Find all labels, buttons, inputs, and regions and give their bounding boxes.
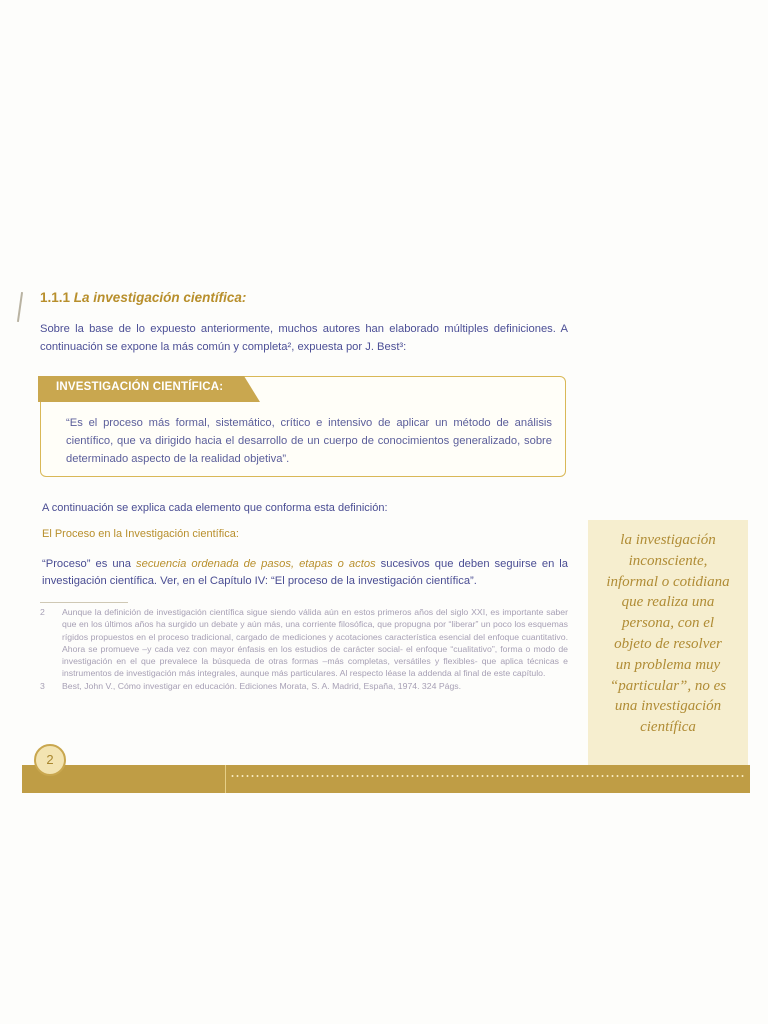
definition-box-title: INVESTIGACIÓN CIENTÍFICA: bbox=[56, 381, 224, 393]
footnote-text: Aunque la definición de investigación científica sigue siendo válida aún en estos primeros años del siglo XXI, es importante saber que en los últimos años ha surgido un debate y aún más, una corriente filosófica, que propugna por “liberar” un poco los esquemas rígidos propuestos en el proceso tradicional, cargado de mediciones y acotaciones característica esencial del enfoque cuantitativo. Ahora se promueve –y cada vez con mayor énfasis en los estudios de carácter social- el enfoque “cualitativo”, forma o modo de investigación en el que prevalece la búsqueda de otras formas –más completas, versátiles y flexibles- que aplica técnicas e instrumentos de investigación más integrales, aunque más particulares. Al respecto léase la addenda al final de este capítulo. bbox=[62, 607, 568, 679]
sidebar-line: “particular”, no es bbox=[609, 677, 727, 694]
footer-divider bbox=[225, 765, 226, 793]
sidebar-quote bbox=[588, 530, 748, 738]
page-number: 2 bbox=[46, 752, 54, 767]
footnote-number: 3 bbox=[40, 680, 45, 691]
section-number: 1.1.1 bbox=[40, 290, 71, 305]
footnote-item bbox=[40, 606, 568, 680]
sidebar-line: la investigación bbox=[620, 532, 716, 548]
footnotes bbox=[40, 606, 568, 692]
section-title-text: La investigación científica: bbox=[73, 290, 247, 305]
sidebar-line: una investigación bbox=[614, 698, 722, 715]
proceso-highlight: secuencia ordenada de pasos, etapas o actos bbox=[136, 558, 376, 570]
sidebar-line: que realiza una bbox=[621, 594, 715, 611]
sidebar-line: objeto de resolver bbox=[614, 635, 722, 652]
footer-band bbox=[22, 765, 750, 793]
footnote-text: Best, John V., Cómo investigar en educación. Ediciones Morata, S. A. Madrid, España, 1974. 324 Págs. bbox=[62, 680, 462, 691]
sidebar-line: persona, con el bbox=[621, 615, 715, 632]
definition-quote: “Es el proceso más formal, sistemático, crítico e intensivo de aplicar un método de análisis científico, que va dirigido hacia el desarrollo de un cuerpo de conocimientos generalizado, sobre determinado aspecto de la realidad objetiva”. bbox=[66, 417, 552, 465]
footnote-item bbox=[40, 680, 568, 692]
sidebar-line: científica bbox=[640, 719, 696, 736]
sidebar-line: inconsciente, bbox=[628, 552, 708, 569]
proceso-paragraph bbox=[42, 556, 568, 590]
sidebar-line: un problema muy bbox=[615, 656, 721, 673]
sidebar-quote-panel bbox=[588, 520, 748, 765]
definition-box-header bbox=[38, 376, 264, 402]
footer-dotted-line bbox=[230, 775, 745, 777]
intro-paragraph: Sobre la base de lo expuesto anteriormente, muchos autores han elaborado múltiples definiciones. A continuación se expone la más común y completa², expuesta por J. Best³: bbox=[40, 323, 568, 353]
footnote-number: 2 bbox=[40, 607, 45, 617]
explains-line: A continuación se explica cada elemento que conforma esta definición: bbox=[42, 502, 388, 514]
subheading-proceso: El Proceso en la Investigación científica: bbox=[42, 528, 239, 540]
scan-edge-mark bbox=[17, 292, 23, 322]
proceso-text-1: “Proceso” es una bbox=[42, 558, 136, 570]
footnote-rule bbox=[40, 602, 128, 603]
section-title bbox=[40, 290, 246, 305]
proceso-text-2: sucesivos que deben seguirse en la investigación científica. Ver, en el Capítulo IV: “El proceso de la investigación científica”. bbox=[42, 558, 568, 587]
sidebar-line: informal o cotidiana bbox=[606, 573, 730, 590]
